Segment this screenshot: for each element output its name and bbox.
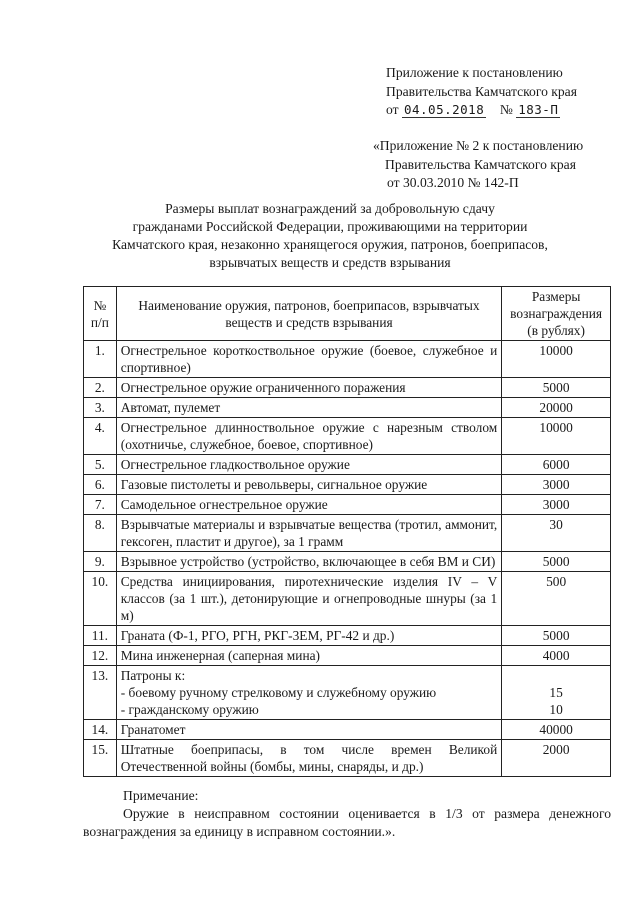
row-num: 10. bbox=[84, 572, 117, 626]
table-row bbox=[84, 475, 611, 495]
row-amount: 20000 bbox=[502, 398, 611, 418]
row-amount: 6000 bbox=[502, 455, 611, 475]
table-row bbox=[84, 341, 611, 378]
table-row bbox=[84, 572, 611, 626]
table-row bbox=[84, 646, 611, 666]
row-name bbox=[116, 666, 502, 720]
row-name: Гранатомет bbox=[116, 720, 502, 740]
row-num: 1. bbox=[84, 341, 117, 378]
row-amount: 10000 bbox=[502, 418, 611, 455]
row-amount: 4000 bbox=[502, 646, 611, 666]
row-amount: 10000 bbox=[502, 341, 611, 378]
table-row bbox=[84, 455, 611, 475]
title-line-4: взрывчатых веществ и средств взрывания bbox=[209, 255, 451, 270]
row-name: Средства инициирования, пиротехнические изделия IV – V классов (за 1 шт.), детонирующие и огнепроводные шнуры (за 1 м) bbox=[116, 572, 502, 626]
row-amount: 30 bbox=[502, 515, 611, 552]
row-name-sub-1: - боевому ручному стрелковому и служебному оружию bbox=[120, 685, 437, 700]
appendix-header bbox=[386, 64, 626, 120]
row-amount: 40000 bbox=[502, 720, 611, 740]
row-name: Огнестрельное оружие ограниченного поражения bbox=[116, 378, 502, 398]
row-num: 7. bbox=[84, 495, 117, 515]
header-amount: Размеры вознаграждения (в рублях) bbox=[502, 287, 611, 341]
note-text: Оружие в неисправном состоянии оценивается в 1/3 от размера денежного вознаграждения за единицу в исправном состоянии.». bbox=[83, 806, 611, 839]
table-row bbox=[84, 378, 611, 398]
row-amount: 2000 bbox=[502, 740, 611, 777]
row-name: Огнестрельное длинноствольное оружие с нарезным стволом (охотничье, служебное, боевое, спортивное) bbox=[116, 418, 502, 455]
handwritten-date: 04.05.2018 bbox=[403, 102, 485, 117]
row-amount: 5000 bbox=[502, 552, 611, 572]
row-name: Мина инженерная (саперная мина) bbox=[116, 646, 502, 666]
table-row bbox=[84, 740, 611, 777]
row-num: 4. bbox=[84, 418, 117, 455]
header-name: Наименование оружия, патронов, боеприпасов, взрывчатых веществ и средств взрывания bbox=[116, 287, 502, 341]
row-amount: 5000 bbox=[502, 378, 611, 398]
row-name-main: Патроны к: bbox=[120, 668, 186, 683]
row-num: 8. bbox=[84, 515, 117, 552]
row-name: Граната (Ф-1, РГО, РГН, РКГ-3ЕМ, РГ-42 и др.) bbox=[116, 626, 502, 646]
handwritten-number: 183-П bbox=[518, 102, 559, 117]
row-name: Газовые пистолеты и револьверы, сигнальное оружие bbox=[116, 475, 502, 495]
row-num: 9. bbox=[84, 552, 117, 572]
row-amount-1: 15 bbox=[549, 685, 563, 700]
table-row bbox=[84, 398, 611, 418]
number-prefix: № bbox=[499, 102, 513, 117]
row-name: Взрывное устройство (устройство, включающее в себя ВМ и СИ) bbox=[116, 552, 502, 572]
row-name-sub-2: - гражданскому оружию bbox=[120, 702, 259, 717]
header-line-2: Правительства Камчатского края bbox=[386, 83, 577, 99]
row-amount: 3000 bbox=[502, 495, 611, 515]
header2-line-1: «Приложение № 2 к постановлению bbox=[373, 138, 584, 153]
row-name: Взрывчатые материалы и взрывчатые вещества (тротил, аммонит, гексоген, пластит и другое), за 1 грамм bbox=[116, 515, 502, 552]
table-row bbox=[84, 515, 611, 552]
row-num: 6. bbox=[84, 475, 117, 495]
note-title: Примечание: bbox=[123, 788, 199, 803]
header-line-1: Приложение к постановлению bbox=[386, 65, 563, 80]
row-num: 15. bbox=[84, 740, 117, 777]
row-amount bbox=[502, 666, 611, 720]
row-num: 14. bbox=[84, 720, 117, 740]
row-num: 11. bbox=[84, 626, 117, 646]
row-num: 13. bbox=[84, 666, 117, 720]
appendix-header-2 bbox=[373, 137, 633, 193]
header2-line-3: от 30.03.2010 № 142-П bbox=[387, 175, 519, 190]
row-num: 2. bbox=[84, 378, 117, 398]
header-date-line bbox=[386, 101, 626, 120]
header2-line-2: Правительства Камчатского края bbox=[385, 156, 576, 172]
row-amount-2: 10 bbox=[549, 702, 563, 717]
date-prefix: от bbox=[386, 102, 399, 117]
row-name: Штатные боеприпасы, в том числе времен Великой Отечественной войны (бомбы, мины, снаряды, и др.) bbox=[116, 740, 502, 777]
row-name: Самодельное огнестрельное оружие bbox=[116, 495, 502, 515]
title-line-2: гражданами Российской Федерации, проживающими на территории bbox=[132, 219, 528, 234]
row-num: 12. bbox=[84, 646, 117, 666]
table-row bbox=[84, 552, 611, 572]
row-num: 5. bbox=[84, 455, 117, 475]
note-section bbox=[83, 787, 611, 841]
table-header-row bbox=[84, 287, 611, 341]
row-name: Огнестрельное гладкоствольное оружие bbox=[116, 455, 502, 475]
table-row bbox=[84, 666, 611, 720]
title-line-3: Камчатского края, незаконно хранящегося оружия, патронов, боеприпасов, bbox=[112, 237, 548, 252]
header-num: № п/п bbox=[84, 287, 117, 341]
table-row bbox=[84, 495, 611, 515]
row-amount: 3000 bbox=[502, 475, 611, 495]
table-row bbox=[84, 418, 611, 455]
table-row bbox=[84, 720, 611, 740]
row-name: Огнестрельное короткоствольное оружие (боевое, служебное и спортивное) bbox=[116, 341, 502, 378]
table-row bbox=[84, 626, 611, 646]
document-title bbox=[70, 200, 590, 272]
title-line-1: Размеры выплат вознаграждений за добровольную сдачу bbox=[165, 201, 495, 216]
row-amount: 500 bbox=[502, 572, 611, 626]
row-num: 3. bbox=[84, 398, 117, 418]
row-amount: 5000 bbox=[502, 626, 611, 646]
row-name: Автомат, пулемет bbox=[116, 398, 502, 418]
awards-table bbox=[83, 286, 611, 777]
